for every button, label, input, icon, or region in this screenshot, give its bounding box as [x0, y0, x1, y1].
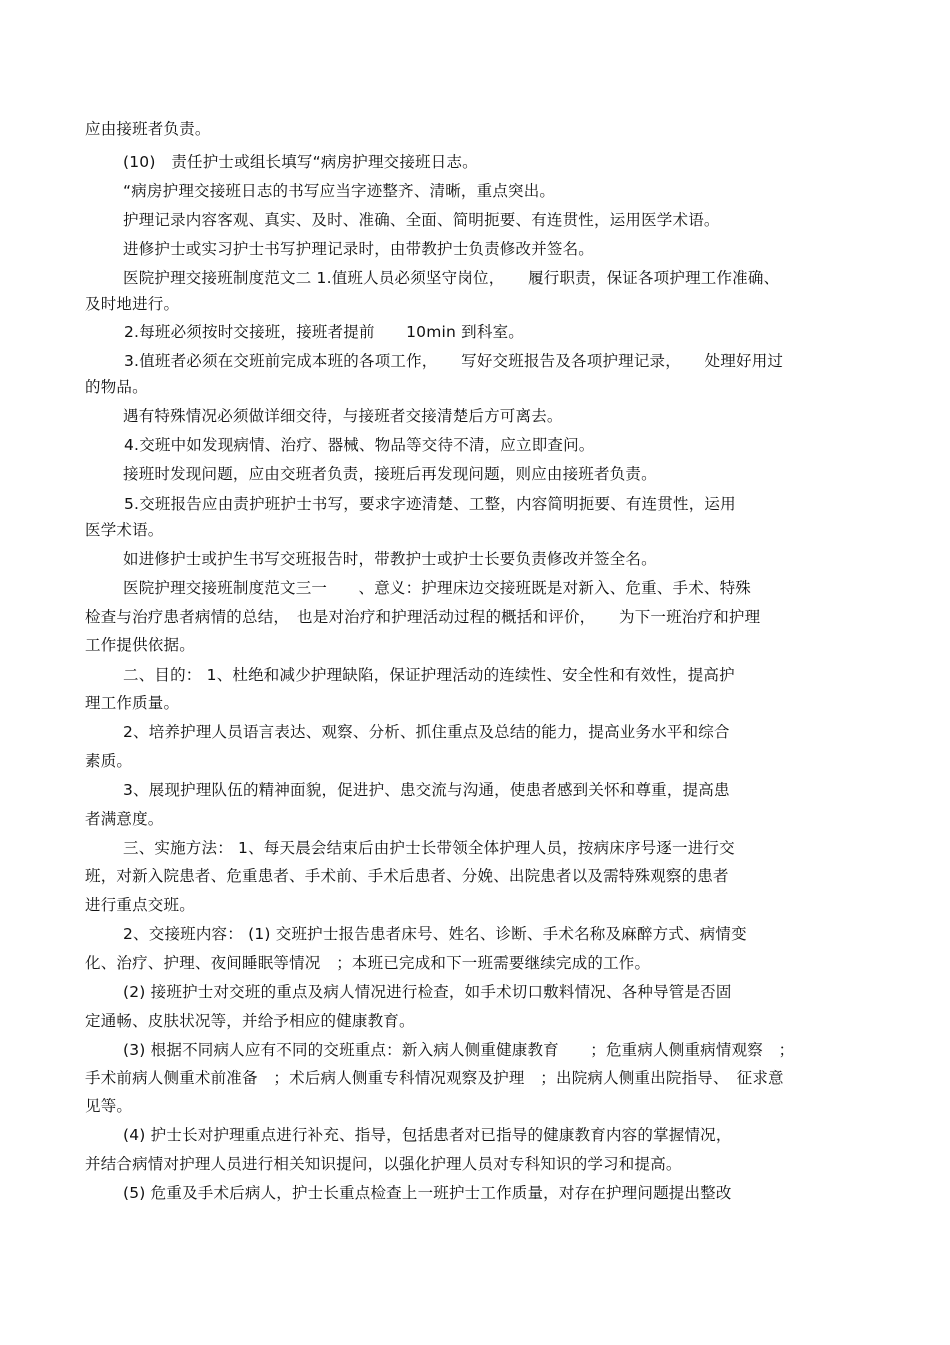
text-line: 医学术语。 — [85, 521, 164, 539]
text-line: (3) 根据不同病人应有不同的交班重点：新入病人侧重健康教育 ；危重病人侧重病情观察 ； — [123, 1041, 795, 1059]
text-line: (2) 接班护士对交班的重点及病人情况进行检查，如手术切口敷料情况、各种导管是否固 — [123, 983, 732, 1001]
text-line: 班，对新入院患者、危重患者、手术前、手术后患者、分娩、出院患者以及需特殊观察的患者 — [85, 867, 729, 885]
text-line: 理工作质量。 — [85, 694, 180, 712]
text-line: “病房护理交接班日志的书写应当字迹整齐、清晰，重点突出。 — [123, 182, 556, 200]
text-line: 5.交班报告应由责护班护士书写，要求字迹清楚、工整，内容简明扼要、有连贯性，运用 — [124, 495, 736, 513]
text-line: 定通畅、皮肤状况等，并给予相应的健康教育。 — [85, 1012, 415, 1030]
text-line: 2、培养护理人员语言表达、观察、分析、抓住重点及总结的能力，提高业务水平和综合 — [123, 723, 730, 741]
text-line: 如进修护士或护生书写交班报告时，带教护士或护士长要负责修改并签全名。 — [123, 550, 657, 568]
text-line: 三、实施方法： 1、每天晨会结束后由护士长带领全体护理人员，按病床序号逐一进行交 — [123, 839, 735, 857]
text-line: 的物品。 — [85, 378, 148, 396]
text-line: 进行重点交班。 — [85, 896, 195, 914]
text-line: (4) 护士长对护理重点进行补充、指导，包括患者对已指导的健康教育内容的掌握情况， — [123, 1126, 732, 1144]
text-line: 应由接班者负责。 — [85, 120, 211, 138]
text-line: 检查与治疗患者病情的总结， 也是对治疗和护理活动过程的概括和评价， 为下一班治疗和护理 — [85, 608, 761, 626]
text-line: 手术前病人侧重术前准备 ；术后病人侧重专科情况观察及护理 ；出院病人侧重出院指导、 征求意 — [85, 1069, 784, 1087]
text-line: 护理记录内容客观、真实、及时、准确、全面、简明扼要、有连贯性，运用医学术语。 — [123, 211, 720, 229]
text-line: 工作提供依据。 — [85, 636, 195, 654]
text-line: 医院护理交接班制度范文二 1.值班人员必须坚守岗位， 履行职责，保证各项护理工作准确、 — [123, 269, 780, 287]
text-line: 2、交接班内容： (1) 交班护士报告患者床号、姓名、诊断、手术名称及麻醉方式、病情变 — [123, 925, 747, 943]
text-line: 4.交班中如发现病情、治疗、器械、物品等交待不清，应立即查问。 — [124, 436, 595, 454]
text-line: 接班时发现问题，应由交班者负责，接班后再发现问题，则应由接班者负责。 — [123, 465, 657, 483]
text-line: 化、治疗、护理、夜间睡眠等情况 ；本班已完成和下一班需要继续完成的工作。 — [85, 954, 651, 972]
text-line: 进修护士或实习护士书写护理记录时，由带教护士负责修改并签名。 — [123, 240, 595, 258]
text-line: 见等。 — [85, 1097, 133, 1115]
text-line: 3.值班者必须在交班前完成本班的各项工作， 写好交班报告及各项护理记录， 处理好用过 — [124, 352, 784, 370]
text-line: 素质。 — [85, 752, 133, 770]
text-line: 二、目的： 1、杜绝和减少护理缺陷，保证护理活动的连续性、安全性和有效性，提高护 — [123, 666, 735, 684]
text-line: 遇有特殊情况必须做详细交待，与接班者交接清楚后方可离去。 — [123, 407, 563, 425]
text-line: 2.每班必须按时交接班，接班者提前 10min 到科室。 — [124, 323, 524, 341]
text-line: 医院护理交接班制度范文三一 、意义：护理床边交接班既是对新入、危重、手术、特殊 — [123, 579, 752, 597]
text-line: (10) 责任护士或组长填写“病房护理交接班日志。 — [123, 153, 478, 171]
text-line: 者满意度。 — [85, 810, 164, 828]
text-line: 及时地进行。 — [85, 295, 180, 313]
text-line: 并结合病情对护理人员进行相关知识提问，以强化护理人员对专科知识的学习和提高。 — [85, 1155, 682, 1173]
text-line: (5) 危重及手术后病人，护士长重点检查上一班护士工作质量，对存在护理问题提出整改 — [123, 1184, 732, 1202]
text-line: 3、展现护理队伍的精神面貌，促进护、患交流与沟通，使患者感到关怀和尊重，提高患 — [123, 781, 730, 799]
